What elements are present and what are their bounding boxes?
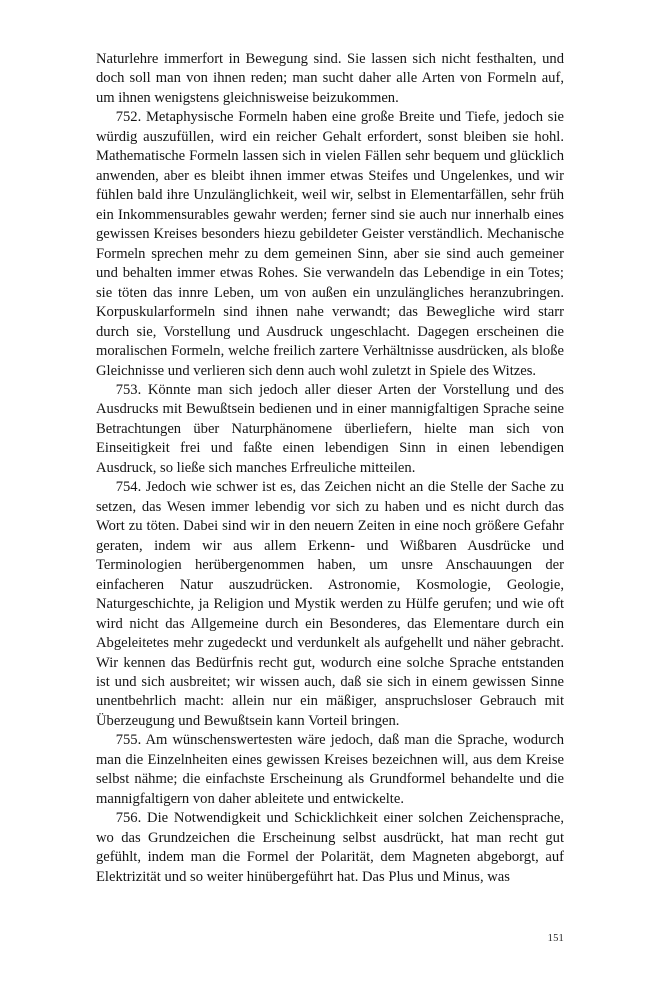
page-number: 151 [547,933,564,944]
paragraph-continuation: Naturlehre immerfort in Bewegung sind. Sie lassen sich nicht festhalten, und doch soll man von ihnen reden; man sucht daher alle Arten von Formeln auf, um ihnen wenigstens gleichnisweise beizukommen. [96,51,564,106]
paragraph-756: 756. Die Notwendigkeit und Schicklichkeit einer solchen Zeichensprache, wo das Grundzeichen die Erscheinung selbst ausdrückt, hat man recht gut gefühlt, indem man die Formel der Polarität, dem Magneten abgeborgt, auf Elektrizität und so weiter hinübergeführt hat. Das Plus und Minus, was [96,810,564,885]
paragraph-755: 755. Am wünschenswertesten wäre jedoch, daß man die Sprache, wodurch man die Einzelnheiten eines gewissen Kreises bezeichnen will, aus dem Kreise selbst nähme; die einfachste Erscheinung als Grundformel behandelte und die mannigfaltigern von daher ableitete und entwickelte. [96,732,564,807]
paragraph-753: 753. Könnte man sich jedoch aller dieser Arten der Vorstellung und des Ausdrucks mit Bewußtsein bedienen und in einer mannigfaltigen Sprache seine Betrachtungen über Naturphänomene überliefern, hielte man sich von Einseitigkeit frei und faßte einen lebendigen Sinn in einen lebendigen Ausdruck, so ließe sich manches Erfreuliche mitteilen. [96,381,564,476]
paragraph-752: 752. Metaphysische Formeln haben eine große Breite und Tiefe, jedoch sie würdig auszufüllen, wird ein reicher Gehalt erfordert, sonst bleiben sie hohl. Mathematische Formeln lassen sich in vielen Fällen sehr bequem und glücklich anwenden, aber es bleibt ihnen immer etwas Steifes und Ungelenkes, und wir fühlen bald ihre Unzulänglichkeit, weil wir, selbst in Elementarfällen, sehr früh ein Inkommensurables gewahr werden; ferner sind sie auch nur innerhalb eines gewissen Kreises besonders hiezu gebildeter Geister verständlich. Mechanische Formeln sprechen mehr zu dem gemeinen Sinn, aber sie sind auch gemeiner und behalten immer etwas Rohes. Sie verwandeln das Lebendige in ein Totes; sie töten das innre Leben, um von außen ein unzulängliches heranzubringen. Korpuskularformeln sind ihnen nahe verwandt; das Bewegliche wird starr durch sie, Vorstellung und Ausdruck ungeschlacht. Dagegen erscheinen die moralischen Formeln, welche freilich zartere Verhältnisse ausdrücken, als bloße Gleichnisse und verlieren sich denn auch wohl zuletzt in Spiele des Witzes. [96,109,564,379]
paragraph-754: 754. Jedoch wie schwer ist es, das Zeichen nicht an die Stelle der Sache zu setzen, das Wesen immer lebendig vor sich zu haben und es nicht durch das Wort zu töten. Dabei sind wir in den neuern Zeiten in eine noch größere Gefahr geraten, indem wir aus allem Erkenn- und Wißbaren Ausdrücke und Terminologien herübergenommen haben, um unsre Anschauungen der einfacheren Natur auszudrücken. Astronomie, Kosmologie, Geologie, Naturgeschichte, ja Religion und Mystik werden zu Hülfe gerufen; und wie oft wird nicht das Allgemeine durch ein Besonderes, das Elementare durch ein Abgeleitetes mehr zugedeckt und verdunkelt als aufgehellt und näher gebracht. Wir kennen das Bedürfnis recht gut, wodurch eine solche Sprache entstanden ist und sich ausbreitet; wir wissen auch, daß sie sich in einem gewissen Sinne unentbehrlich macht: allein nur ein mäßiger, anspruchsloser Gebrauch mit Überzeugung und Bewußtsein kann Vorteil bringen. [96,479,564,729]
page-body-text [96,50,564,887]
